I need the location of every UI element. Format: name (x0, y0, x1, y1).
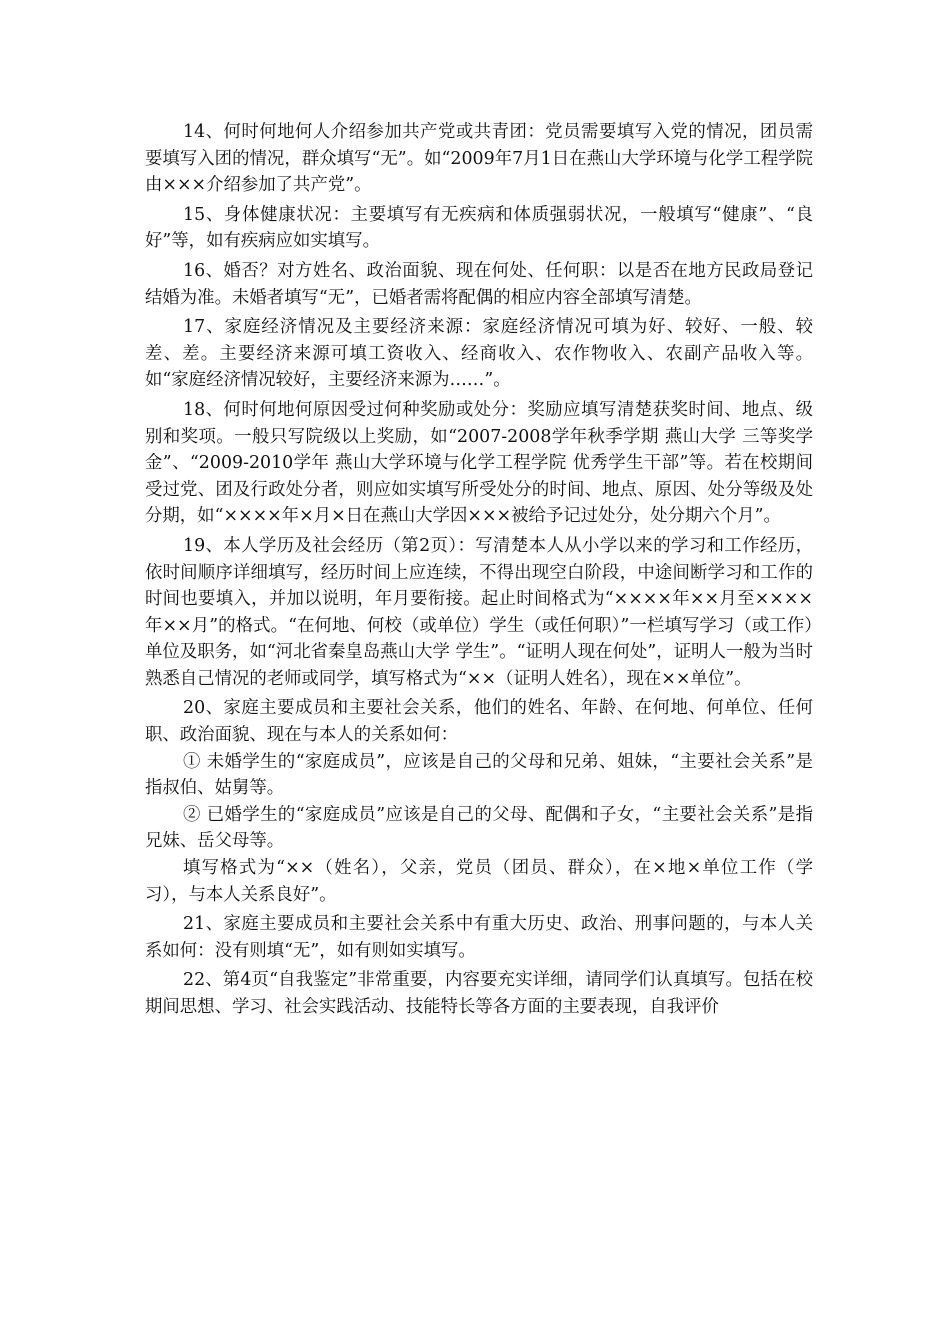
paragraph-18: 18、何时何地何原因受过何种奖励或处分：奖励应填写清楚获奖时间、地点、级别和奖项。一般只写院级以上奖励，如“2007-2008学年秋季学期 燕山大学 三等奖学金”、“2009-2010学年 燕山大学环境与化学工程学院 优秀学生干部”等。若在校期间受过党、团及行政处分者，则应如实填写所受处分的时间、地点、原因、处分等级及处分期，如“××××年×月×日在燕山大学因×××被给予记过处分，处分期六个月”。 (145, 399, 813, 527)
paragraph-20: 20、家庭主要成员和主要社会关系，他们的姓名、年龄、在何地、何单位、任何职、政治面貌、现在与本人的关系如何： (145, 698, 813, 746)
paragraph-19: 19、本人学历及社会经历（第2页）：写清楚本人从小学以来的学习和工作经历，依时间顺序详细填写，经历时间上应连续，不得出现空白阶段，中途间断学习和工作的时间也要填入，并加以说明，年月要衔接。起止时间格式为“××××年××月至××××年××月”的格式。“在何地、何校（或单位）学生（或任何职）”一栏填写学习（或工作）单位及职务，如“河北省秦皇岛燕山大学 学生”。“证明人现在何处”，证明人一般为当时熟悉自己情况的老师或同学，填写格式为“××（证明人姓名），现在××单位”。 (145, 535, 813, 689)
paragraph-20-format: 填写格式为“××（姓名），父亲，党员（团员、群众），在×地×单位工作（学习），与本人关系良好”。 (145, 858, 813, 905)
paragraph-17: 17、家庭经济情况及主要经济来源：家庭经济情况可填为好、较好、一般、较差、差。主要经济来源可填工资收入、经商收入、农作物收入、农副产品收入等。如“家庭经济情况较好，主要经济来源为……”。 (145, 317, 813, 391)
paragraph-14: 14、何时何地何人介绍参加共产党或共青团：党员需要填写入党的情况，团员需要填写入团的情况，群众填写“无”。如“2009年7月1日在燕山大学环境与化学工程学院由×××介绍参加了共产党”。 (145, 122, 813, 196)
paragraph-22: 22、第4页“自我鉴定”非常重要，内容要充实详细，请同学们认真填写。包括在校期间思想、学习、社会实践活动、技能特长等各方面的主要表现，自我评价 (145, 970, 813, 1017)
paragraph-20-item-2: ② 已婚学生的“家庭成员”应该是自己的父母、配偶和子女，“主要社会关系”是指兄妹、岳父母等。 (145, 804, 813, 852)
paragraph-21: 21、家庭主要成员和主要社会关系中有重大历史、政治、刑事问题的，与本人关系如何：没有则填“无”，如有则如实填写。 (145, 914, 813, 961)
paragraph-16: 16、婚否？对方姓名、政治面貌、现在何处、任何职：以是否在地方民政局登记结婚为准。未婚者填写“无”，已婚者需将配偶的相应内容全部填写清楚。 (145, 260, 813, 308)
paragraph-15: 15、身体健康状况：主要填写有无疾病和体质强弱状况，一般填写“健康”、“良好”等，如有疾病应如实填写。 (145, 204, 813, 252)
paragraph-20-item-1: ① 未婚学生的“家庭成员”，应该是自己的父母和兄弟、姐妹，“主要社会关系”是指叔伯、姑舅等。 (145, 751, 813, 799)
document-page (145, 119, 813, 1021)
